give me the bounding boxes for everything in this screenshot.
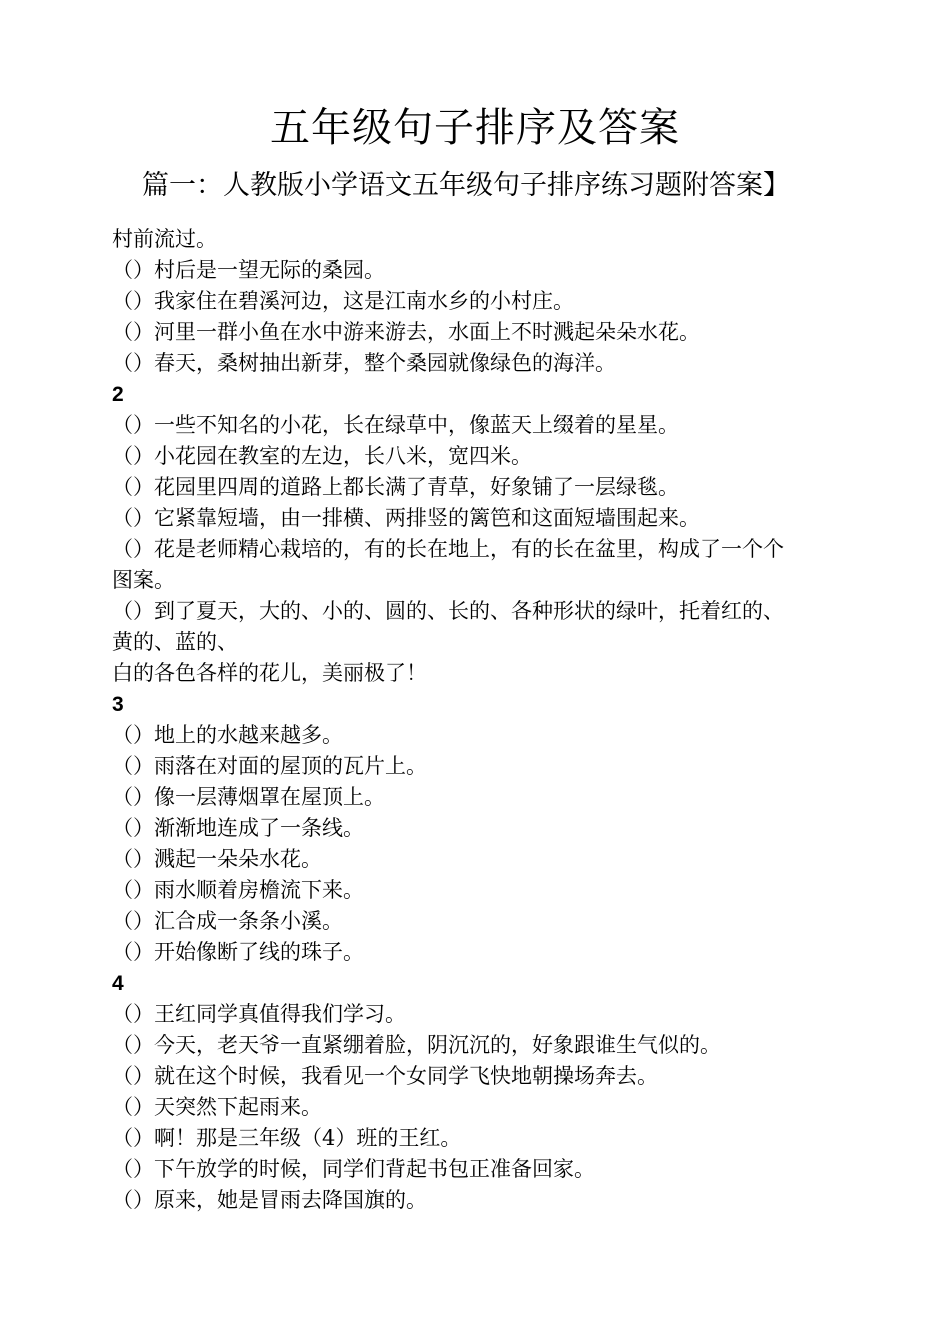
sentence-item: （）下午放学的时候，同学们背起书包正准备回家。 — [112, 1157, 595, 1181]
sentence-item: （）啊！那是三年级（4）班的王红。 — [112, 1126, 462, 1150]
sentence-item: （）溅起一朵朵水花。 — [112, 847, 322, 871]
page-title: 五年级句子排序及答案 — [270, 105, 680, 151]
sentence-item: （）花是老师精心栽培的，有的长在地上，有的长在盆里，构成了一个个 — [112, 537, 784, 561]
sentence-item: （）雨水顺着房檐流下来。 — [112, 878, 364, 902]
sentence-item: （）它紧靠短墙，由一排横、两排竖的篱笆和这面短墙围起来。 — [112, 506, 700, 530]
sentence-item: （）河里一群小鱼在水中游来游去，水面上不时溅起朵朵水花。 — [112, 320, 700, 344]
text-line: 图案。 — [112, 568, 175, 592]
sentence-item: （）到了夏天，大的、小的、圆的、长的、各种形状的绿叶，托着红的、 — [112, 599, 784, 623]
sentence-item: （）雨落在对面的屋顶的瓦片上。 — [112, 754, 427, 778]
question-number: 4 — [112, 972, 124, 995]
question-number: 3 — [112, 693, 124, 716]
sentence-item: （）就在这个时候，我看见一个女同学飞快地朝操场奔去。 — [112, 1064, 658, 1088]
sentence-item: （）像一层薄烟罩在屋顶上。 — [112, 785, 385, 809]
sentence-item: （）渐渐地连成了一条线。 — [112, 816, 364, 840]
exercise-content — [112, 224, 872, 1216]
sentence-item: （）汇合成一条条小溪。 — [112, 909, 343, 933]
sentence-item: （）原来，她是冒雨去降国旗的。 — [112, 1188, 427, 1212]
sentence-item: （）我家住在碧溪河边，这是江南水乡的小村庄。 — [112, 289, 574, 313]
sentence-item: （）今天，老天爷一直紧绷着脸，阴沉沉的，好象跟谁生气似的。 — [112, 1033, 721, 1057]
sentence-item: （）一些不知名的小花，长在绿草中，像蓝天上缀着的星星。 — [112, 413, 679, 437]
sentence-item: （）开始像断了线的珠子。 — [112, 940, 364, 964]
sentence-item: （）花园里四周的道路上都长满了青草，好象铺了一层绿毯。 — [112, 475, 679, 499]
sentence-item: （）小花园在教室的左边，长八米，宽四米。 — [112, 444, 532, 468]
sentence-item: （）天突然下起雨来。 — [112, 1095, 322, 1119]
sentence-item: （）春天，桑树抽出新芽，整个桑园就像绿色的海洋。 — [112, 351, 616, 375]
text-line: 黄的、蓝的、 — [112, 630, 238, 654]
sentence-item: （）王红同学真值得我们学习。 — [112, 1002, 406, 1026]
question-number: 2 — [112, 383, 124, 406]
text-line: 白的各色各样的花儿，美丽极了！ — [112, 661, 427, 685]
sentence-item: （）地上的水越来越多。 — [112, 723, 343, 747]
sentence-item: （）村后是一望无际的桑园。 — [112, 258, 385, 282]
section-subtitle: 篇一：人教版小学语文五年级句子排序练习题附答案】 — [142, 170, 790, 201]
text-line: 村前流过。 — [112, 227, 217, 251]
